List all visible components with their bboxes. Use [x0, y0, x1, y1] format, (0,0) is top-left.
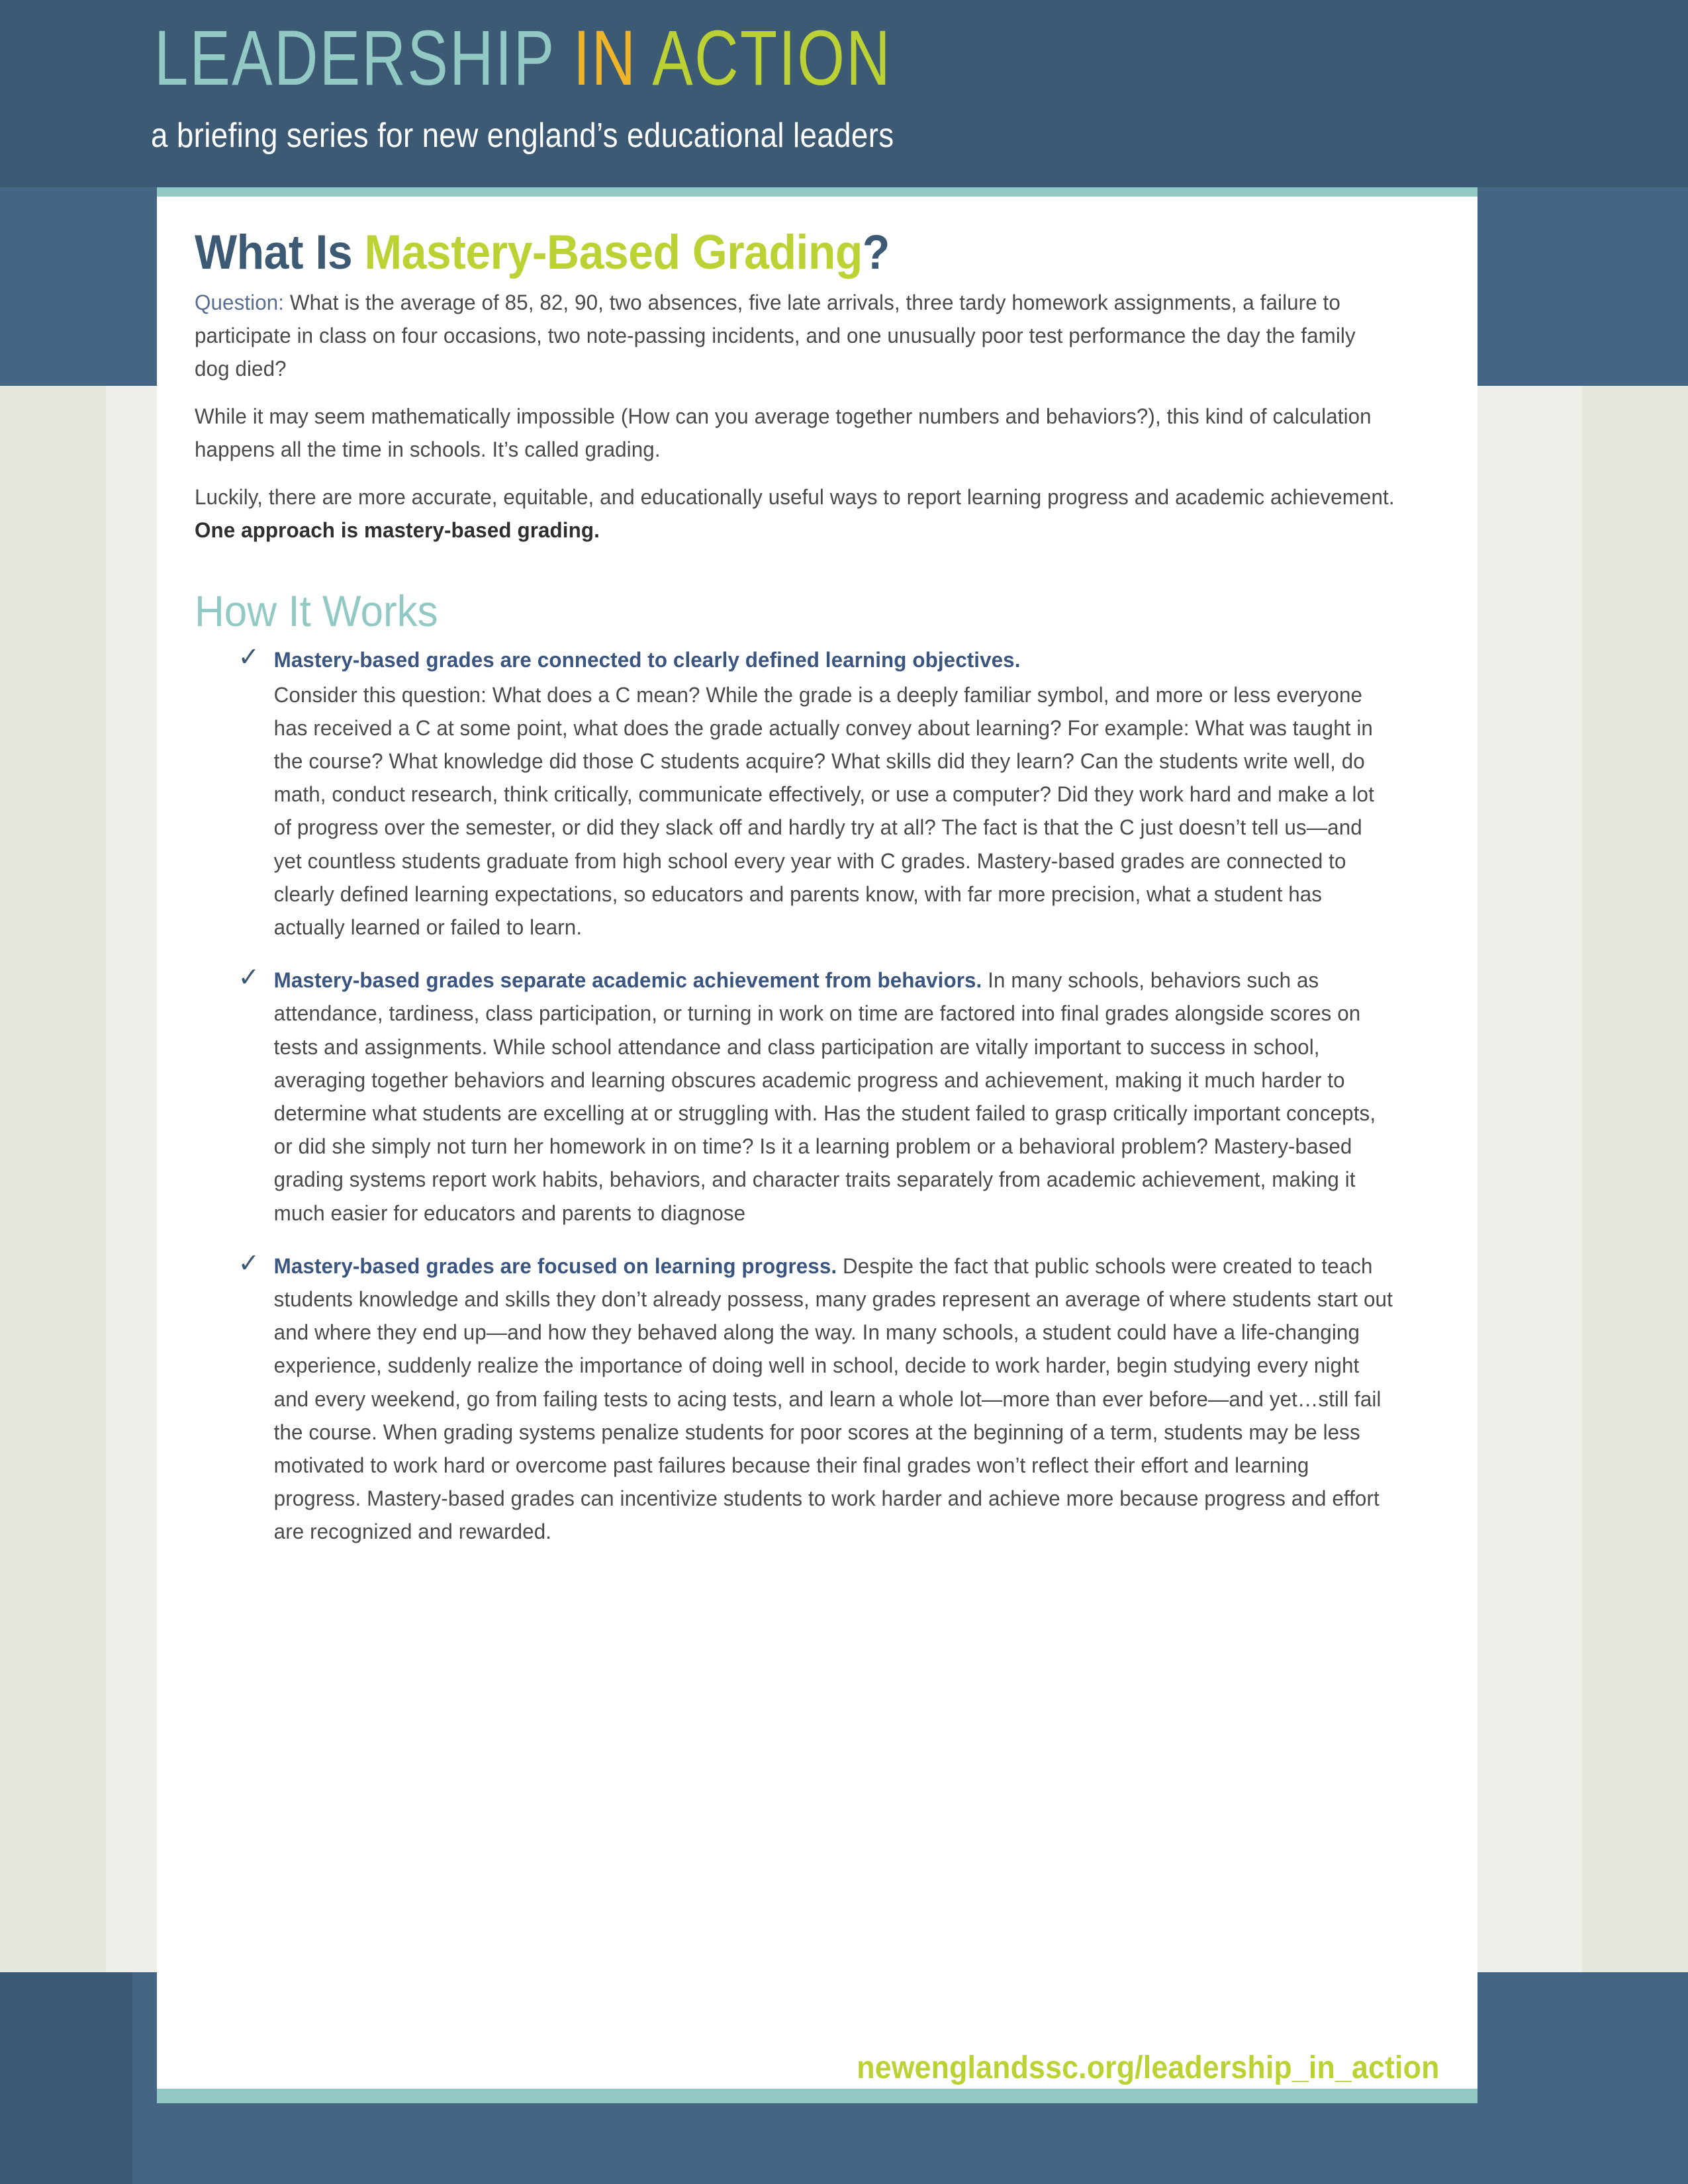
check-icon: ✓	[238, 1248, 260, 1278]
footer-band-left	[0, 1972, 132, 2184]
page-title-part3: ?	[862, 226, 890, 279]
content-card	[157, 187, 1477, 2103]
check-icon: ✓	[238, 963, 260, 993]
wordmark-in: IN	[573, 15, 653, 102]
intro-paragraph-2: While it may seem mathematically impossible (How can you average together numbers and behaviors?), this kind of calculation happens all the time in schools. It’s called grading.	[195, 404, 1372, 462]
intro-paragraph-3-lead: Luckily, there are more accurate, equitable, and educationally useful ways to report learning progress and academic achievement.	[195, 485, 1395, 510]
question-label: Question:	[195, 291, 285, 314]
wordmark-action: ACTION	[652, 15, 892, 102]
wordmark-leadership: LEADERSHIP	[154, 15, 573, 102]
check-icon: ✓	[238, 643, 260, 672]
list-item-heading: Mastery-based grades separate academic achievement from behaviors.	[273, 968, 982, 993]
how-it-works-list	[195, 637, 1439, 1548]
question-text: What is the average of 85, 82, 90, two absences, five late arrivals, three tardy homework assignments, a failure to participate in class on four occasions, two note-passing incidents, and one unusually poor test performance the day the family dog died?	[195, 291, 1356, 381]
page-title	[195, 187, 1352, 277]
list-item	[195, 637, 1395, 944]
card-bottom-rule	[157, 2089, 1477, 2103]
list-item-body: In many schools, behaviors such as attendance, tardiness, class participation, or turning in work on time are factored into final grades alongside scores on tests and assignments. While school attendance and class participation are vitally important to success in school, averaging together behaviors and learning obscures academic progress and achievement, making it much harder to determine what students are excelling at or struggling with. Has the student failed to grasp critically important concepts, or did she simply not turn her homework in on time? Is it a learning problem or a behavioral problem? Mastery-based grading systems report work habits, behaviors, and character traits separately from academic achievement, making it much easier for educators and parents to diagnose	[273, 968, 1376, 1225]
footer-url-link[interactable]: newenglandssc.org/leadership_in_action	[857, 2050, 1440, 2085]
page-title-part1: What Is	[195, 226, 365, 279]
brand-wordmark	[154, 15, 892, 102]
list-item-body: Despite the fact that public schools were created to teach students knowledge and skills they don’t already possess, many grades represent an average of where students start out and where they end up—and how they behaved along the way. In many schools, a student could have a life-changing experience, suddenly realize the importance of doing well in school, decide to work harder, begin studying every night and every weekend, go from failing tests to acing tests, and learn a whole lot—more than ever before—and yet…still fail the course. When grading systems penalize students for poor scores at the beginning of a term, students may be less motivated to work hard or overcome past failures because their final grades won’t reflect their effort and learning progress. Mastery-based grades can incentivize students to work harder and achieve more because progress and effort are recognized and rewarded.	[273, 1253, 1393, 1544]
list-item	[195, 944, 1395, 1230]
intro-paragraph-3-emphasis: One approach is mastery-based grading.	[195, 518, 600, 543]
card-content	[195, 187, 1439, 1549]
intro-question-paragraph	[195, 277, 1395, 385]
section-heading-how-it-works: How It Works	[195, 586, 438, 636]
page-title-part2: Mastery-Based Grading	[364, 226, 863, 279]
list-item-heading: Mastery-based grades are connected to clearly defined learning objectives.	[273, 648, 1021, 672]
brand-tagline: a briefing series for new england’s educational leaders	[151, 116, 894, 155]
list-item	[195, 1230, 1395, 1549]
intro-paragraph-3	[195, 466, 1395, 547]
list-item-body: Consider this question: What does a C mean? While the grade is a deeply familiar symbol, and more or less everyone has received a C at some point, what does the grade actually convey about learning? For example: What was taught in the course? What knowledge did those C students acquire? What skills did they learn? Can the students write well, do math, conduct research, think critically, communicate effectively, or use a computer? Did they work hard and make a lot of progress over the semester, or did they slack off and hardly try at all? The fact is that the C just doesn’t tell us—and yet countless students graduate from high school every year with C grades. Mastery-based grades are connected to clearly defined learning expectations, so educators and parents know, with far more precision, what a student has actually learned or failed to learn.	[273, 682, 1374, 939]
list-item-heading: Mastery-based grades are focused on learning progress.	[273, 1253, 837, 1278]
